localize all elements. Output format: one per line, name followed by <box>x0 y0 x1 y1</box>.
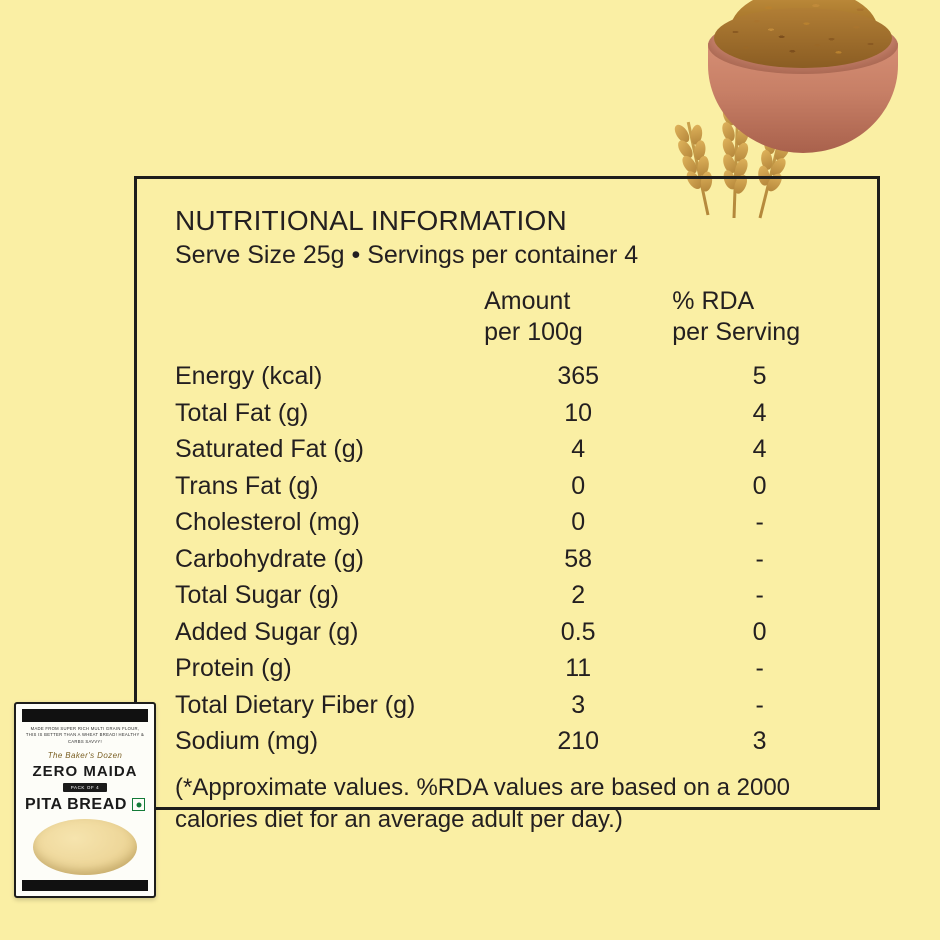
page-title: NUTRITIONAL INFORMATION <box>175 205 567 236</box>
pita-bread-icon <box>33 819 137 875</box>
product-pack-image <box>14 702 156 898</box>
table-row <box>175 395 847 432</box>
nutrient-rda: - <box>755 544 764 573</box>
header-amount-line2: per 100g <box>484 318 583 346</box>
header-amount <box>484 286 672 358</box>
nutrient-label: Energy (kcal) <box>175 362 323 390</box>
pack-title-line1: ZERO MAIDA <box>32 762 138 780</box>
nutrient-label: Added Sugar (g) <box>175 617 359 646</box>
table-row <box>175 650 847 687</box>
nutrient-rda: - <box>755 508 764 536</box>
nutrient-amount: 0 <box>571 471 586 500</box>
table-row <box>175 577 847 614</box>
nutrient-label: Saturated Fat (g) <box>175 435 364 463</box>
header-amount-line1: Amount <box>484 287 571 315</box>
pack-count-badge: PACK OF 4 <box>63 783 107 792</box>
nutrient-amount: 0 <box>571 508 586 536</box>
nutrient-amount: 58 <box>564 544 593 573</box>
nutrient-rda: - <box>755 654 764 682</box>
table-row <box>175 687 847 724</box>
header-rda <box>672 286 847 358</box>
nutrient-label: Total Sugar (g) <box>175 581 339 609</box>
nutrient-rda: 0 <box>752 471 767 500</box>
header-rda-line2: per Serving <box>672 318 801 346</box>
rda-footnote: (*Approximate values. %RDA values are based on a 2000 calories diet for an average adult per day.) <box>175 773 791 833</box>
header-nutrient <box>175 286 484 358</box>
nutrient-label: Sodium (mg) <box>175 727 319 755</box>
pack-title-line2: PITA BREAD <box>25 795 127 813</box>
nutrient-amount: 210 <box>557 727 600 755</box>
header-rda-line1: % RDA <box>672 287 755 315</box>
table-row <box>175 723 847 760</box>
veg-mark-icon <box>132 798 145 811</box>
serving-info: Serve Size 25g • Servings per container 4 <box>175 241 639 269</box>
wheat-bowl-icon <box>708 8 898 153</box>
nutrient-amount: 2 <box>571 581 586 609</box>
table-row <box>175 358 847 395</box>
nutrient-amount: 11 <box>565 654 592 682</box>
nutrient-amount: 10 <box>564 398 593 427</box>
pack-top-bar <box>22 709 148 722</box>
nutrient-amount: 365 <box>557 362 600 390</box>
nutrient-amount: 0.5 <box>560 617 596 646</box>
pack-kicker-text: MADE FROM SUPER RICH MULTI GRAIN FLOUR, THIS IS BETTER THAN A WHEAT BREAD! HEALTHY & CARBS SAVVY! <box>25 726 145 744</box>
nutrient-label: Cholesterol (mg) <box>175 508 360 536</box>
table-row <box>175 504 847 541</box>
nutrient-rda: 0 <box>752 617 767 646</box>
table-row <box>175 468 847 505</box>
nutrient-label: Total Fat (g) <box>175 398 309 427</box>
nutrient-label: Total Dietary Fiber (g) <box>175 690 416 719</box>
nutrient-rda: 5 <box>752 362 767 390</box>
nutrient-label: Trans Fat (g) <box>175 471 319 500</box>
table-row <box>175 431 847 468</box>
pack-title-row <box>16 796 154 814</box>
nutrient-amount: 3 <box>571 690 586 719</box>
nutrient-rda: - <box>755 581 764 609</box>
nutrient-rda: 3 <box>752 727 767 755</box>
nutrient-rda: 4 <box>752 398 767 427</box>
nutrition-panel <box>134 176 880 833</box>
nutrition-table <box>175 286 847 760</box>
nutrient-rda: 4 <box>752 435 767 463</box>
table-row <box>175 614 847 651</box>
nutrient-label: Protein (g) <box>175 654 292 682</box>
table-row <box>175 541 847 578</box>
nutrient-rda: - <box>755 690 764 719</box>
nutrient-amount: 4 <box>571 435 586 463</box>
table-header-row <box>175 286 847 358</box>
pack-brand-name: The Baker's Dozen <box>47 750 123 760</box>
pack-bottom-bar <box>22 880 148 891</box>
nutrient-label: Carbohydrate (g) <box>175 544 364 573</box>
